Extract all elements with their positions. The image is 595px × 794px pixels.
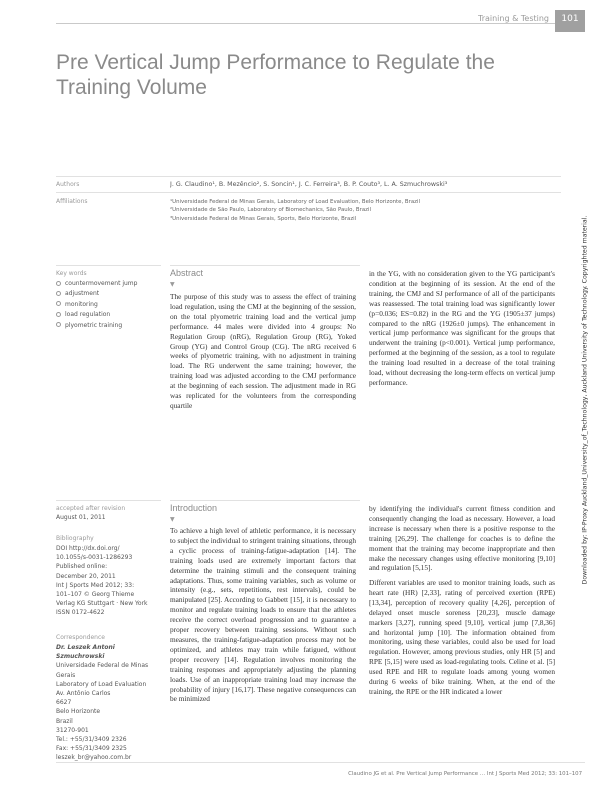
keywords-list: [56, 279, 161, 331]
download-note: Downloaded by: IP-Proxy Auckland_University_of_Technology, Auckland University of Technology. Copyrighted material.: [581, 215, 589, 585]
accepted-label: accepted after revision: [56, 505, 126, 512]
bullet-icon: [56, 281, 61, 286]
affiliation-2: ²Universidade de São Paulo, Laboratory of Biomechanics, São Paulo, Brazil: [170, 207, 371, 214]
page-number: 101: [561, 14, 579, 24]
authors-label: Authors: [56, 181, 80, 188]
abstract-col1: The purpose of this study was to assess the effect of training load regulation, using the CMJ at the beginning of the session, on the total plyometric training load and the vertical jump performance. 44 males were divided into 4 groups: No Regulation Group (nRG), Regulation Group (RG), Yoked Group (YG) and Control Group (CG). The nRG received 6 weeks of plyometric training, with no adjustment in training load. The RG underwent the same training; however, the training load was adjusted according to the CMJ performance at the beginning of each session. The adjustment made in RG was replicated for the volunteers from the corresponding quartile: [170, 292, 356, 410]
bibliography-label: Bibliography: [56, 535, 94, 542]
abstract-heading: Abstract: [170, 268, 204, 278]
keywords-rule: [56, 265, 161, 266]
introduction-col2-para2: Different variables are used to monitor training loads, such as heart rate (HR) [2,33], rating of perceived exertion (RPE) [13,34], perception of recovery quality [4,26], perception of delayed onset muscle soreness [20,23], muscle damage markers [3,27], running speed [9,10], vertical jump [7,8,36] and horizontal jump [10]. The information obtained from monitoring, using these variables, could also be used for load regulation. However, among previous studies, only HR [5] and RPE [5,15] were used as load-regulating tools. Celine et al. [5] used RPE and HR to regulate loads among young women during 6 weeks of bike training. When, at the end of the training, the RPE or the HR indicated a lower: [369, 578, 555, 696]
section-label: Training & Testing: [477, 14, 549, 23]
bullet-icon: [56, 301, 61, 306]
keywords-label: Key words: [56, 270, 87, 277]
keyword-item: countermovement jump: [56, 279, 161, 289]
abstract-arrow-icon: ▼: [170, 281, 175, 288]
introduction-heading: Introduction: [170, 503, 218, 513]
introduction-rule: [170, 500, 360, 501]
affiliation-3: ³Universidade Federal de Minas Gerais, Sports, Belo Horizonte, Brazil: [170, 215, 357, 222]
affiliations-rule: [56, 192, 561, 193]
bullet-icon: [56, 291, 61, 296]
bullet-icon: [56, 312, 61, 317]
introduction-col2-para1: by identifying the individual's current fitness condition and consequently changing the load as necessary. However, a load increase is necessary when there is a positive response to the training [26,29]. The challenge for coaches is to define the moment that the training may become inappropriate and then make the necessary changes using effective monitoring [9,10] and regulation [5,15].: [369, 504, 555, 573]
keyword-item: monitoring: [56, 300, 161, 310]
footer-rule: [56, 762, 585, 763]
keyword-item: adjustment: [56, 289, 161, 299]
introduction-col1: To achieve a high level of athletic performance, it is necessary to subject the individual to stringent training situations, through a cyclic process of training-fatigue-adaptation [14]. The training loads used are extremely important factors that determine the training stimuli and the consequent training adaptations. Thus, some training variables, such as volume or intensity (e.g., sets, repetitions, rest intervals), could be manipulated [25]. According to Gabbett [15], it is necessary to monitor and regulate training loads to ensure that the athletes receive the correct overload progression and to guarantee a proper recovery between training sessions. Without such measures, the training-fatigue-adaptation process may not be optimized, and athletes may train while fatigued, without proper recovery [14]. Regulation involves monitoring the training responses and appropriately adjusting the planning loads. Use of an inappropriate training load may increase the probability of injury [16,17]. These negative consequences can be minimized: [170, 526, 356, 704]
keyword-item: load regulation: [56, 310, 161, 320]
bullet-icon: [56, 322, 61, 327]
footer-citation: Claudino JG et al. Pre Vertical Jump Performance … Int J Sports Med 2012; 33: 101–107: [348, 771, 582, 777]
introduction-arrow-icon: ▼: [170, 516, 175, 523]
affiliations-label: Affiliations: [56, 198, 88, 205]
abstract-col2: in the YG, with no consideration given to the YG participant's condition at the beginning of its session. At the end of the training, the CMJ and SJ performance of all of the participants was reassessed. The total training load was significantly lower (p=0.036; ES=0.82) in the RG and the YG (1905±37 jumps) compared to the nRG (1926±0 jumps). The enhancement in vertical jump performance was significant for the groups that underwent the training (p<0.001). Vertical jump performance, performed at the beginning of the session, as a tool to regulate the training load resulted in a decrease of the total training load, without decreasing the long-term effects on vertical jump performance.: [369, 269, 555, 387]
affiliation-1: ¹Universidade Federal de Minas Gerais, Laboratory of Load Evaluation, Belo Horizonte, Brazil: [170, 199, 420, 205]
keyword-item: plyometric training: [56, 321, 161, 331]
article-title: Pre Vertical Jump Performance to Regulate the Training Volume: [56, 51, 495, 99]
correspondence-label: Correspondence: [56, 634, 105, 641]
authors-rule: [56, 176, 561, 177]
header-rule: [56, 23, 556, 24]
authors: J. G. Claudino¹, B. Mezêncio², S. Soncin¹, J. C. Ferreira³, B. P. Couto³, L. A. Szmuchrowski³: [170, 181, 448, 188]
abstract-rule: [170, 265, 360, 266]
bibliography: DOI http://dx.doi.org/ 10.1055/s-0031-1286293 Published online: December 20, 2011 Int J Sports Med 2012; 33: 101–107 © Georg Thieme Verlag KG Stuttgart · New York ISSN 0172-4622: [56, 545, 148, 617]
affiliations: [170, 198, 560, 223]
accepted-rule: [56, 500, 161, 501]
accepted-date: August 01, 2011: [56, 514, 106, 521]
correspondence: Dr. Leszek Antoni Szmuchrowski Universidade Federal de Minas Gerais Laboratory of Load Evaluation Av. Antônio Carlos 6627 Belo Horizonte Brazil 31270-901 Tel.: +55/31/3409 2326 Fax: +55/31/3409 2325 leszek_br@yahoo.com.br: [56, 644, 149, 762]
